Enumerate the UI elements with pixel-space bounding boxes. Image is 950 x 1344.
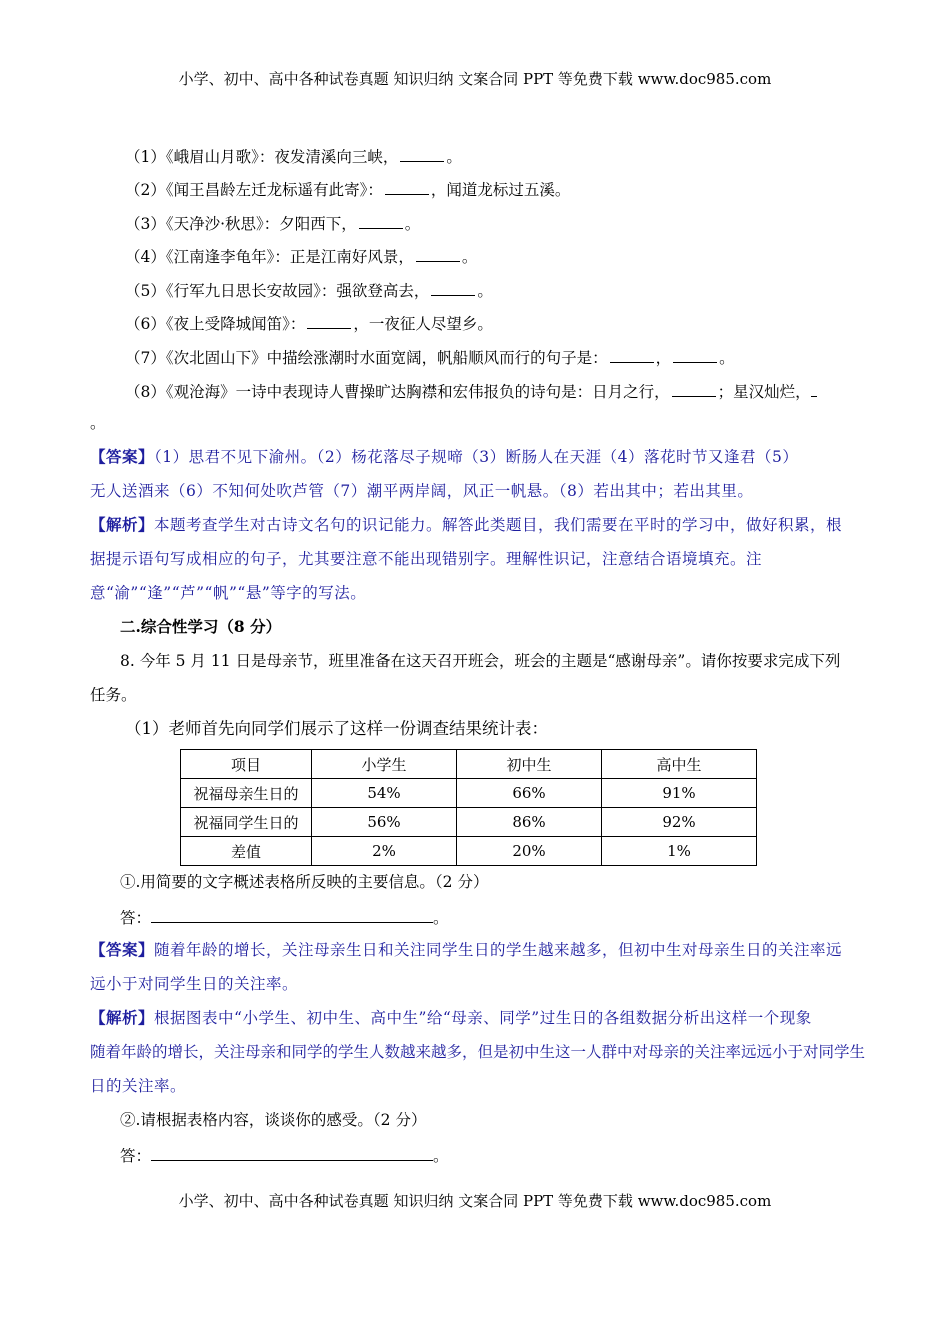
answer-blank[interactable] xyxy=(811,380,817,397)
poem-question-8-cont: 。 xyxy=(90,414,106,432)
q4-text: （4）《江南逢李龟年》：正是江南好风景， xyxy=(125,248,414,266)
answer-block-2: 【答案】随着年龄的增长，关注母亲生日和关注同学生日的学生越来越多，但初中生对母亲生日的关注率远 xyxy=(90,940,843,959)
q7-text: （7）《次北固山下》中描绘涨潮时水面宽阔，帆船顺风而行的句子是： xyxy=(125,349,608,367)
table-header-cell: 项目 xyxy=(181,750,312,779)
answer-blank[interactable] xyxy=(151,906,433,923)
table-cell: 91% xyxy=(602,779,757,808)
analysis-block-2-line3: 日的关注率。 xyxy=(90,1077,187,1095)
answer-blank[interactable] xyxy=(431,279,475,296)
answer-blank[interactable] xyxy=(416,245,460,262)
q1-text: （1）《峨眉山月歌》：夜发清溪向三峡， xyxy=(125,148,399,166)
poem-question-8: （8）《观沧海》一诗中表现诗人曹操旷达胸襟和宏伟报负的诗句是：日月之行， ；星汉灿烂， xyxy=(125,380,895,402)
task-2-answer: 答： 。 xyxy=(120,1144,890,1166)
question-8-sub1: （1）老师首先向同学们展示了这样一份调查结果统计表： xyxy=(125,719,548,738)
analysis-tag: 【解析】 xyxy=(90,1008,155,1027)
table-header-cell: 初中生 xyxy=(457,750,602,779)
poem-question-5: （5）《行军九日思长安故园》：强欲登高去， 。 xyxy=(125,279,895,301)
table-cell: 2% xyxy=(312,837,457,866)
answer-blank[interactable] xyxy=(307,312,351,329)
table-cell: 92% xyxy=(602,808,757,837)
question-8-line2: 任务。 xyxy=(90,686,137,704)
table-header-row xyxy=(181,750,757,779)
analysis-block-1-line3: 意“渝”“逢”“芦”“帆”“悬”等字的写法。 xyxy=(90,584,367,602)
q6-text: （6）《夜上受降城闻笛》： xyxy=(125,315,306,333)
analysis-block-2: 【解析】根据图表中“小学生、初中生、高中生”给“母亲、同学”过生日的各组数据分析出这样一个现象 xyxy=(90,1008,812,1027)
table-cell: 56% xyxy=(312,808,457,837)
table-cell: 祝福同学生日的 xyxy=(181,808,312,837)
table-header-cell: 高中生 xyxy=(602,750,757,779)
survey-table xyxy=(180,749,757,866)
answer-block-2-line2: 远小于对同学生日的关注率。 xyxy=(90,975,299,993)
table-cell: 86% xyxy=(457,808,602,837)
q2-text: （2）《闻王昌龄左迁龙标遥有此寄》： xyxy=(125,181,383,199)
table-row xyxy=(181,779,757,808)
table-cell: 1% xyxy=(602,837,757,866)
page-header: 小学、初中、高中各种试卷真题 知识归纳 文案合同 PPT 等免费下载 www.doc985.com xyxy=(178,70,772,88)
analysis-block-1-line2: 据提示语句写成相应的句子，尤其要注意不能出现错别字。理解性识记，注意结合语境填充。注 xyxy=(90,550,763,568)
analysis-tag: 【解析】 xyxy=(90,515,155,534)
analysis-block-1: 【解析】本题考查学生对古诗文名句的识记能力。解答此类题目，我们需要在平时的学习中，做好积累，根 xyxy=(90,515,843,534)
answer-blank[interactable] xyxy=(359,212,403,229)
poem-question-6: （6）《夜上受降城闻笛》： ，一夜征人尽望乡。 xyxy=(125,312,895,334)
page-footer: 小学、初中、高中各种试卷真题 知识归纳 文案合同 PPT 等免费下载 www.doc985.com xyxy=(178,1192,772,1210)
table-row xyxy=(181,837,757,866)
table-header-cell: 小学生 xyxy=(312,750,457,779)
q8-text: （8）《观沧海》一诗中表现诗人曹操旷达胸襟和宏伟报负的诗句是：日月之行， xyxy=(125,383,670,401)
answer-blank[interactable] xyxy=(151,1144,433,1161)
poem-question-3: （3）《天净沙·秋思》：夕阳西下， 。 xyxy=(125,212,895,234)
table-row xyxy=(181,808,757,837)
question-8-line1: 8. 今年 5 月 11 日是母亲节，班里准备在这天召开班会，班会的主题是“感谢母亲”。请你按要求完成下列 xyxy=(120,652,841,670)
q5-text: （5）《行军九日思长安故园》：强欲登高去， xyxy=(125,282,430,300)
section-heading: 二.综合性学习（8 分） xyxy=(120,617,282,636)
table-cell: 66% xyxy=(457,779,602,808)
task-2: ②.请根据表格内容，谈谈你的感受。（2 分） xyxy=(120,1111,427,1129)
answer-tag: 【答案】 xyxy=(90,940,155,959)
table-cell: 祝福母亲生日的 xyxy=(181,779,312,808)
answer-blank[interactable] xyxy=(610,346,654,363)
task-1: ①.用简要的文字概述表格所反映的主要信息。（2 分） xyxy=(120,873,489,891)
q3-text: （3）《天净沙·秋思》：夕阳西下， xyxy=(125,215,357,233)
table-cell: 20% xyxy=(457,837,602,866)
answer-tag: 【答案】 xyxy=(90,447,155,466)
poem-question-4: （4）《江南逢李龟年》：正是江南好风景， 。 xyxy=(125,245,895,267)
answer-blank[interactable] xyxy=(400,145,444,162)
answer-block-1: 【答案】（1）思君不见下渝州。（2）杨花落尽子规啼（3）断肠人在天涯（4）落花时节又逢君（5） xyxy=(90,447,799,466)
poem-question-7: （7）《次北固山下》中描绘涨潮时水面宽阔，帆船顺风而行的句子是： ， 。 xyxy=(125,346,895,368)
answer-blank[interactable] xyxy=(672,380,716,397)
answer-blank[interactable] xyxy=(385,178,429,195)
analysis-block-2-line2: 随着年龄的增长，关注母亲和同学的学生人数越来越多，但是初中生这一人群中对母亲的关注率远远小于对同学生 xyxy=(90,1043,866,1061)
poem-question-2: （2）《闻王昌龄左迁龙标遥有此寄》： ，闻道龙标过五溪。 xyxy=(125,178,895,200)
task-1-answer: 答： 。 xyxy=(120,906,890,928)
table-cell: 54% xyxy=(312,779,457,808)
table-cell: 差值 xyxy=(181,837,312,866)
answer-blank[interactable] xyxy=(673,346,717,363)
poem-question-1: （1）《峨眉山月歌》：夜发清溪向三峡， 。 xyxy=(125,145,895,167)
answer-block-1-line2: 无人送酒来（6）不知何处吹芦管（7）潮平两岸阔，风正一帆悬。（8）若出其中；若出其里。 xyxy=(90,482,754,500)
